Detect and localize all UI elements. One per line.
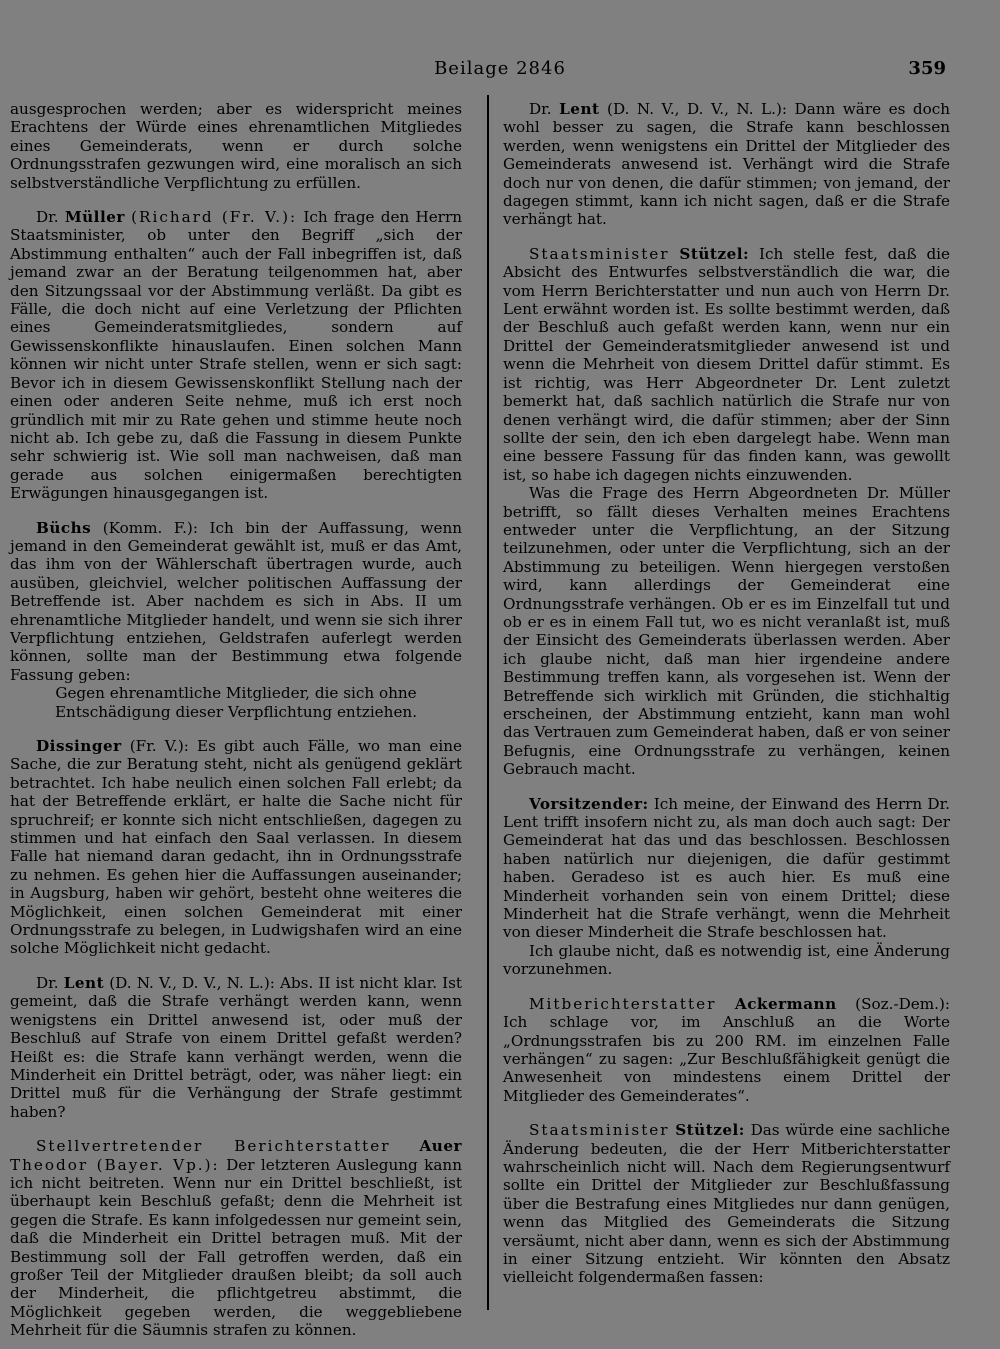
right-column (503, 100, 950, 1287)
speaker-prefix: Stellvertretender Berichterstatter (36, 1137, 391, 1156)
left-column (10, 100, 462, 1340)
paragraph-text: Ich meine, der Einwand des Herrn Dr. Lent trifft insofern nicht zu, als man doch auch sagt: Der Gemeinderat hat das und das beschlossen. Beschlossen haben natürlich nur diejenigen, die dafür gestimmt haben. Geradeso ist es auch hier. Es muß eine Minderheit vorhanden sein von einem Drittel; diese Minderheit hat die Strafe verhängt, wenn die Mehrheit von dieser Minderheit die Strafe beschlossen hat. (503, 794, 950, 942)
paragraph-text: Dann wäre es doch wohl besser zu sagen, die Strafe kann beschlossen werden, wenn wenigstens ein Drittel der Mitglieder des Gemeinderats anwesend ist. Verhängt wird die Strafe doch nur von denen, die dafür stimmen; von jemand, der dagegen stimmt, kann ich nicht sagen, daß er die Strafe verhängt hat. (503, 100, 951, 229)
paragraph-text: Was die Frage des Herrn Abgeordneten Dr. Müller betrifft, so fällt dieses Verhalten meines Erachtens entweder unter die Verpflichtung, an der Sitzung teilzunehmen, oder unter die Verpflichtung, sich an der Abstimmung zu beteiligen. Wenn hiergegen verstoßen wird, kann allerdings der Gemeinderat eine Ordnungsstrafe verhängen. Ob er es im Einzelfall tut und ob er es in einem Fall tut, wo es nicht veranlaßt ist, muß der Einsicht des Gemeinderats überlassen werden. Aber ich glaube nicht, daß man hier irgendeine andere Bestimmung treffen kann, als vorgesehen ist. Wenn der Betreffende sich wirklich mit Gründen, die stichhaltig erscheinen, der Abstimmung entzieht, kann man wohl das Vertrauen zum Gemeinderat haben, daß er von seiner Befugnis, eine Ordnungsstrafe zu verhängen, keinen Gebrauch macht. (503, 484, 950, 779)
speaker-name: Lent (559, 100, 600, 118)
speaker-party: Theodor (Bayer. Vp.): (10, 1155, 220, 1174)
speaker-name: Müller (64, 208, 125, 227)
paragraph-text: Ich bin der Auffassung, wenn jemand in den Gemeinderat gewählt ist, muß er das Amt, das ihm von der Wählerschaft übertragen wurde, auch ausüben, gleichviel, welcher politischen Auffassung der Betreffende ist. Aber nachdem es sich in Abs. II um ehrenamtliche Mitglieder handelt, und wenn sie sich ihrer Verpflichtung entziehen, Geldstrafen auferlegt werden können, sollte man der Bestimmung etwa folgende Fassung geben: (10, 518, 463, 684)
page-title: Beilage 2846 (434, 58, 566, 79)
speech-paragraph (503, 245, 950, 484)
speaker-party: (Soz.-Dem.): (855, 994, 951, 1013)
speaker-name: Stützel: (679, 244, 750, 263)
paragraph-text: Der letzteren Auslegung kann ich nicht beitreten. Wenn nur ein Drittel beschließt, ist überhaupt kein Beschluß gefaßt; denn die Mehrheit ist gegen die Strafe. Es kann infolgedessen nur gemeint sein, daß die Minderheit ein Drittel betragen muß. Mit der Bestimmung soll der Fall getroffen werden, daß ein großer Teil der Mitglieder draußen bleibt; da soll auch der Minderheit, die pflichtgetreu abstimmt, die Möglichkeit gegeben werden, die weggebliebene Mehrheit für die Säumnis strafen zu können. (10, 1155, 462, 1340)
paragraph-text: Ich frage den Herrn Staatsminister, ob unter den Begriff „sich der Abstimmung enthalten“ auch der Fall inbegriffen ist, daß jemand zwar an der Beratung teilgenommen hat, aber den Sitzungssaal vor der Abstimmung verläßt. Da gibt es Fälle, die doch nicht auf eine Verletzung der Pflichten eines Gemeinderatsmitgliedes, sondern auf Gewissenskonflikte hinauslaufen. Einen solchen Mann können wir nicht unter Strafe stellen, wenn er sich sagt: Bevor ich in diesem Gewissenskonflikt Stellung nach der einen oder anderen Seite nehme, muß ich erst noch gründlich mit mir zu Rate gehen und stimme heute noch nicht ab. Ich gebe zu, daß die Fassung in diesem Punkte sehr schwierig ist. Wie soll man nachweisen, daß man gerade aus solchen einigermaßen berechtigten Erwägungen hinausgegangen ist. (10, 208, 462, 503)
speech-paragraph (503, 1121, 950, 1287)
speaker-name: Lent (63, 973, 105, 992)
paragraph (10, 100, 462, 192)
column-divider (487, 95, 489, 1310)
speaker-prefix: Mitberichterstatter (529, 994, 717, 1013)
speaker-party: (D. N. V., D. V., N. L.): (607, 100, 788, 118)
speaker-party: (Fr. V.): (129, 737, 189, 755)
paragraph-text: Ich glaube nicht, daß es notwendig ist, eine Änderung vorzunehmen. (503, 941, 950, 979)
page-header (0, 58, 1000, 88)
speaker-name: Ackermann (734, 994, 837, 1013)
speaker-name: Büchs (36, 518, 92, 537)
speaker-prefix: Staatsminister (529, 244, 670, 263)
paragraph-text: Abs. II ist nicht klar. Ist gemeint, daß die Strafe verhängt werden kann, wenn wenigstens ein Drittel anwesend ist, oder muß der Beschluß auf Strafe von einem Drittel gefaßt werden? Heißt es: die Strafe kann verhängt werden, wenn die Minderheit ein Drittel beträgt, oder, was näher liegt: ein Drittel muß für die Verhängung der Strafe gestimmt haben? (10, 973, 463, 1121)
quoted-proposal: Gegen ehrenamtliche Mitglieder, die sich ohne Entschädigung dieser Verpflichtung entziehen. (54, 684, 418, 721)
speaker-prefix: Dr. (36, 208, 59, 227)
speaker-party: (Komm. F.): (102, 518, 198, 537)
speech-paragraph (10, 519, 462, 685)
page-number: 359 (908, 58, 946, 79)
paragraph-text: Es gibt auch Fälle, wo man eine Sache, die zur Beratung steht, nicht als genügend geklärt betrachtet. Ich habe neulich einen solchen Fall erlebt; da hat der Betreffende erklärt, er halte die Sache nicht für spruchreif; er konnte sich nicht entschließen, dagegen zu stimmen und hat einfach den Saal verlassen. In diesem Falle hat niemand daran gedacht, ihn in Ordnungsstrafe zu nehmen. Es gehen hier die Auffassungen auseinander; in Augsburg, haben wir gehört, besteht ohne weiteres die Möglichkeit, einen solchen Gemeinderat mit einer Ordnungsstrafe zu belegen, in Ludwigshafen wird an eine solche Möglichkeit nicht gedacht. (10, 737, 463, 958)
speaker-name: Auer (419, 1137, 463, 1156)
speaker-prefix: Dr. (36, 973, 59, 992)
paragraph-text: ausgesprochen werden; aber es widerspricht meines Erachtens der Würde eines ehrenamtlichen Mitgliedes eines Gemeinderats, wenn er durch solche Ordnungsstrafen gezwungen wird, eine moralisch an sich selbstverständliche Verpflichtung zu erfüllen. (10, 100, 462, 192)
paragraph (503, 484, 950, 779)
speech-paragraph (503, 100, 950, 229)
speaker-name: Vorsitzender: (529, 794, 649, 813)
speech-paragraph (503, 795, 950, 942)
speech-paragraph (503, 995, 950, 1105)
speaker-party: (Richard (Fr. V.): (131, 208, 298, 227)
speaker-name: Stützel: (675, 1121, 745, 1140)
speech-paragraph (10, 208, 462, 503)
speaker-name: Dissinger (36, 737, 122, 755)
paragraph-text: Ich schlage vor, im Anschluß an die Worte „Ordnungsstrafen bis zu 200 RM. im einzelnen Falle verhängen“ zu sagen: „Zur Beschlußfähigkeit genügt die Anwesenheit von mindestens einem Drittel der Mitglieder des Gemeinderates“. (503, 1013, 950, 1105)
speech-paragraph (10, 974, 462, 1121)
speech-paragraph (10, 737, 462, 958)
speaker-prefix: Staatsminister (529, 1121, 670, 1140)
speaker-party: (D. N. V., D. V., N. L.): (109, 973, 275, 992)
paragraph (503, 942, 950, 979)
speaker-prefix: Dr. (529, 100, 552, 118)
paragraph-text: Das würde eine sachliche Änderung bedeuten, die der Herr Mitberichterstatter wahrscheinlich nicht will. Nach dem Regierungsentwurf sollte ein Drittel der Mitglieder zur Beschlußfassung über die Bestrafung eines Mitgliedes nur dann genügen, wenn das Mitglied des Gemeinderats die Sitzung versäumt, nicht aber dann, wenn es sich der Abstimmung in einer Sitzung entzieht. Wir könnten den Absatz vielleicht folgendermaßen fassen: (503, 1121, 950, 1287)
speech-paragraph (10, 1137, 462, 1339)
paragraph-text: Ich stelle fest, daß die Absicht des Entwurfes selbstverständlich die war, die vom Herrn Berichterstatter und nun auch von Herrn Dr. Lent erwähnt worden ist. Es sollte bestimmt werden, daß der Beschluß auch gefaßt werden kann, wenn nur ein Drittel der Gemeinderatsmitglieder anwesend ist und wenn die Mehrheit von diesem Drittel dafür stimmt. Es ist richtig, was Herr Abgeordneter Dr. Lent zuletzt bemerkt hat, daß sachlich natürlich die Strafe nur von denen verhängt wird, die dafür stimmen; aber der Sinn sollte der sein, den ich eben dargelegt habe. Wenn man eine bessere Fassung für das finden kann, was gewollt ist, so habe ich dagegen nichts einzuwenden. (503, 244, 951, 484)
